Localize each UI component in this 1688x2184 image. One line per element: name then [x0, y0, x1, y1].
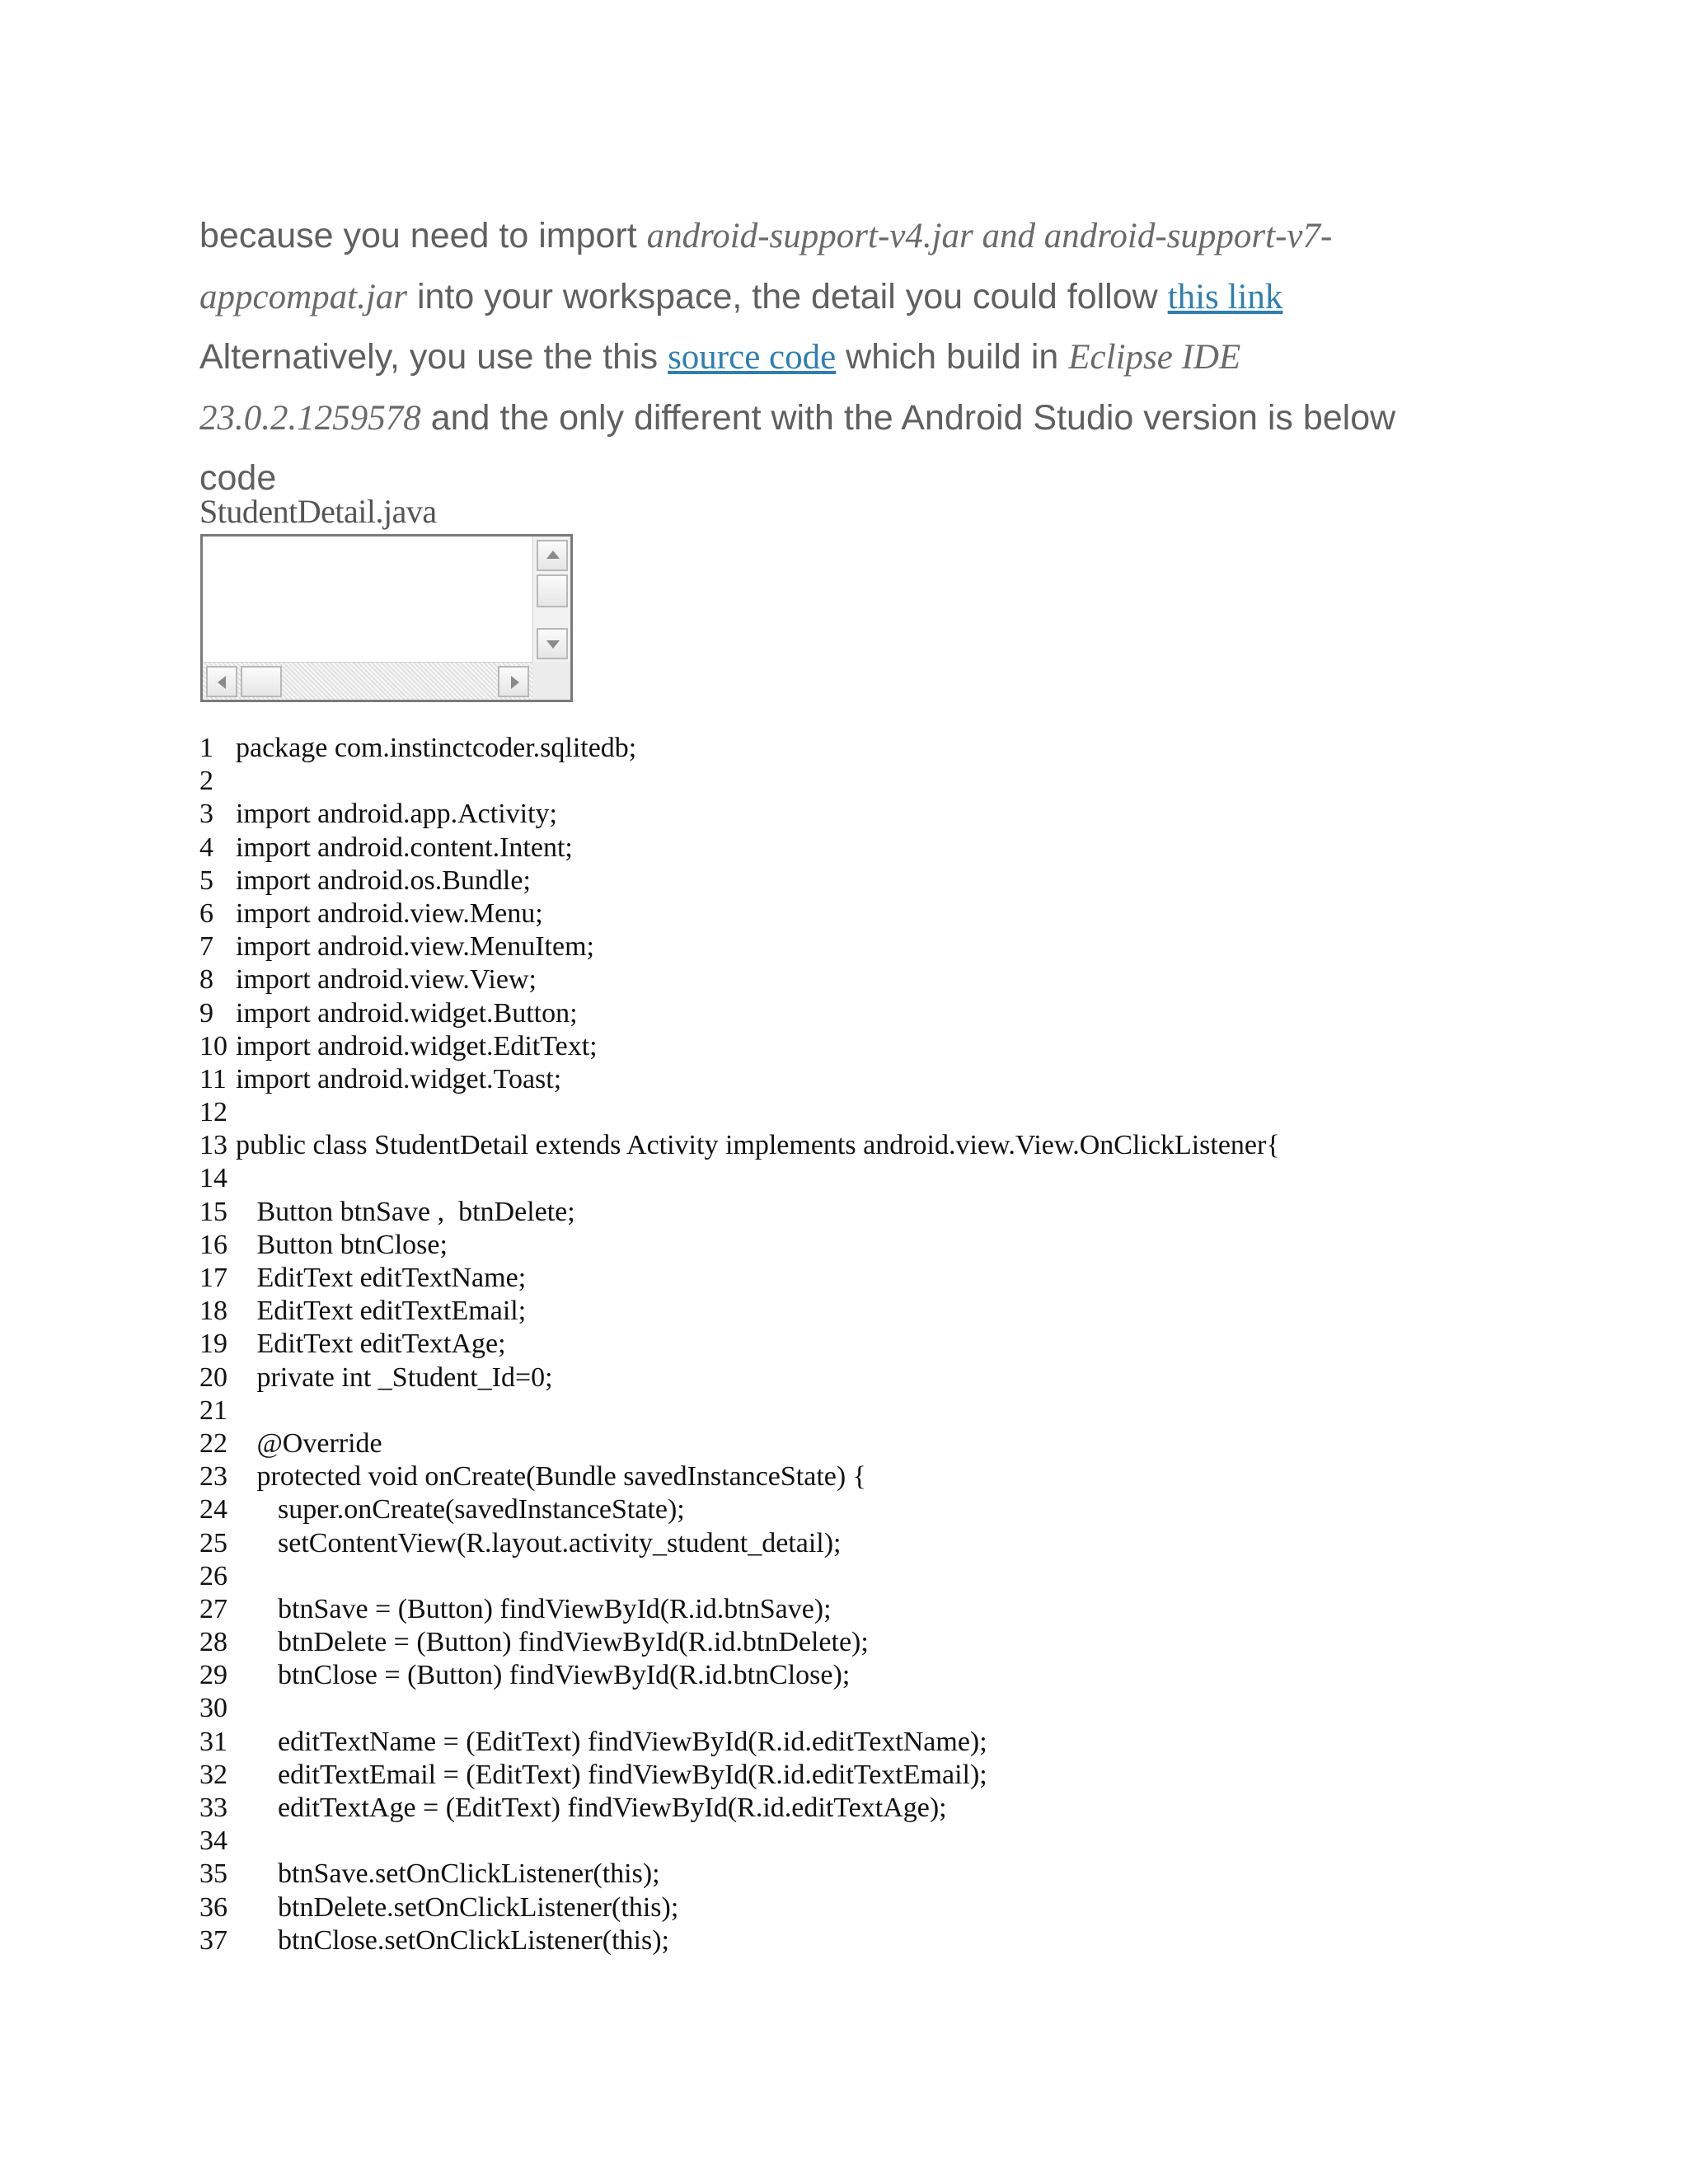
line-number: 37: [199, 1924, 227, 1956]
italic-version-number: 23.0.2.1259578: [199, 398, 421, 438]
code-line: [199, 997, 1280, 1030]
code-line: [199, 1361, 1280, 1394]
code-text: btnClose = (Button) findViewById(R.id.btnClose);: [236, 1660, 851, 1691]
line-number: 2: [199, 766, 213, 797]
line-number: 11: [199, 1063, 227, 1094]
code-line: [199, 1295, 1280, 1328]
line-number: 29: [199, 1660, 227, 1691]
this-link[interactable]: this link: [1167, 277, 1283, 316]
code-line: [199, 1394, 1280, 1427]
code-line: [199, 1229, 1280, 1262]
paragraph-line-2: [199, 267, 1485, 328]
line-number: 5: [199, 865, 213, 896]
code-text: package com.instinctcoder.sqlitedb;: [236, 733, 637, 763]
code-line: [199, 1626, 1280, 1659]
code-line: [199, 1162, 1280, 1195]
line-number: 16: [199, 1229, 227, 1260]
line-number: 4: [199, 832, 213, 863]
scroll-down-button[interactable]: [537, 628, 568, 659]
line-number: 36: [199, 1891, 227, 1923]
paragraph-line-3: [199, 327, 1485, 388]
line-number: 13: [199, 1130, 227, 1161]
file-name-label: StudentDetail.java: [199, 493, 437, 530]
scroll-up-button[interactable]: [537, 540, 568, 571]
code-text: @Override: [236, 1427, 382, 1459]
line-number: 26: [199, 1560, 227, 1591]
text-segment: into your workspace, the detail you could follow: [407, 276, 1168, 316]
arrow-left-icon: [218, 676, 226, 689]
code-line: [199, 1792, 1280, 1825]
italic-appcompat-jar: appcompat.jar: [199, 277, 408, 316]
line-number: 14: [199, 1163, 227, 1194]
code-line: [199, 1063, 1280, 1096]
line-number: 35: [199, 1858, 227, 1890]
line-number: 33: [199, 1793, 227, 1823]
arrow-right-icon: [511, 676, 519, 689]
scrollbar-corner: [532, 662, 570, 700]
code-line: [199, 1196, 1280, 1229]
code-text: EditText editTextAge;: [236, 1329, 506, 1360]
code-text: Button btnSave , btnDelete;: [236, 1196, 575, 1227]
scroll-box[interactable]: [200, 534, 573, 702]
line-number: 18: [199, 1296, 227, 1327]
code-line: [199, 1493, 1280, 1526]
vertical-scrollbar[interactable]: [532, 537, 570, 663]
code-line: [199, 865, 1280, 898]
code-line: [199, 798, 1280, 831]
code-line: [199, 1560, 1280, 1593]
line-number: 30: [199, 1693, 227, 1724]
line-number: 3: [199, 799, 213, 830]
code-line: [199, 1924, 1280, 1957]
line-number: 31: [199, 1726, 227, 1757]
code-line: [199, 1030, 1280, 1063]
line-number: 27: [199, 1593, 227, 1624]
code-line: [199, 1726, 1280, 1759]
source-code-link[interactable]: source code: [668, 338, 837, 377]
scroll-box-content: [203, 537, 533, 662]
code-text: EditText editTextEmail;: [236, 1296, 527, 1327]
code-line: [199, 1825, 1280, 1858]
text-segment: and the only different with the Android Studio version is below: [420, 397, 1396, 438]
code-line: [199, 1659, 1280, 1692]
code-line: [199, 1129, 1280, 1162]
code-text: import android.widget.Toast;: [236, 1063, 562, 1094]
code-line: [199, 765, 1280, 798]
scroll-left-button[interactable]: [206, 666, 237, 697]
line-number: 10: [199, 1030, 227, 1062]
vertical-scroll-thumb[interactable]: [537, 574, 568, 607]
line-number: 15: [199, 1196, 227, 1227]
code-text: setContentView(R.layout.activity_student_detail);: [236, 1527, 842, 1558]
arrow-down-icon: [546, 640, 560, 649]
line-number: 6: [199, 898, 213, 929]
code-line: [199, 1427, 1280, 1460]
arrow-up-icon: [546, 551, 560, 559]
line-number: 25: [199, 1527, 227, 1558]
line-number: 20: [199, 1361, 227, 1393]
code-text: btnClose.setOnClickListener(this);: [236, 1924, 669, 1956]
code-text: import android.view.View;: [236, 964, 537, 996]
horizontal-scrollbar[interactable]: [203, 662, 533, 700]
code-text: editTextAge = (EditText) findViewById(R.id.editTextAge);: [236, 1793, 947, 1823]
code-listing: [199, 732, 1280, 1957]
code-text: import android.widget.Button;: [236, 997, 578, 1029]
code-text: import android.os.Bundle;: [236, 865, 531, 896]
text-segment: Alternatively, you use the this: [199, 337, 668, 377]
line-number: 21: [199, 1394, 227, 1426]
code-line: [199, 1593, 1280, 1626]
code-line: [199, 1460, 1280, 1493]
code-text: btnDelete.setOnClickListener(this);: [236, 1891, 679, 1923]
text-segment: because you need to import: [199, 216, 647, 255]
code-text: super.onCreate(savedInstanceState);: [236, 1494, 685, 1526]
line-number: 1: [199, 733, 213, 763]
code-line: [199, 1692, 1280, 1725]
code-line: [199, 732, 1280, 765]
intro-paragraph: [199, 206, 1485, 509]
code-text: import android.app.Activity;: [236, 799, 557, 830]
code-text: import android.content.Intent;: [236, 832, 573, 863]
scroll-right-button[interactable]: [498, 666, 529, 697]
code-line: [199, 1759, 1280, 1792]
code-text: EditText editTextName;: [236, 1263, 527, 1293]
code-line: [199, 1096, 1280, 1129]
code-text: btnSave = (Button) findViewById(R.id.btnSave);: [236, 1593, 832, 1624]
text-segment: code: [199, 458, 277, 498]
line-number: 23: [199, 1461, 227, 1493]
paragraph-line-4: [199, 388, 1485, 449]
code-text: Button btnClose;: [236, 1229, 448, 1260]
code-text: editTextName = (EditText) findViewById(R.id.editTextName);: [236, 1726, 987, 1757]
code-text: private int _Student_Id=0;: [236, 1361, 553, 1393]
code-text: protected void onCreate(Bundle savedInstanceState) {: [236, 1461, 866, 1493]
line-number: 19: [199, 1329, 227, 1360]
line-number: 8: [199, 964, 213, 996]
code-line: [199, 832, 1280, 865]
line-number: 22: [199, 1427, 227, 1459]
line-number: 17: [199, 1263, 227, 1293]
code-line: [199, 1891, 1280, 1924]
text-segment: which build in: [836, 337, 1069, 377]
code-line: [199, 1328, 1280, 1361]
line-number: 32: [199, 1759, 227, 1790]
code-line: [199, 963, 1280, 996]
line-number: 7: [199, 931, 213, 963]
italic-eclipse-ide: Eclipse IDE: [1068, 338, 1241, 377]
code-text: editTextEmail = (EditText) findViewById(R.id.editTextEmail);: [236, 1759, 987, 1790]
code-text: import android.view.MenuItem;: [236, 931, 594, 963]
code-line: [199, 1262, 1280, 1295]
line-number: 9: [199, 997, 213, 1029]
line-number: 34: [199, 1825, 227, 1857]
code-line: [199, 1527, 1280, 1560]
code-text: btnDelete = (Button) findViewById(R.id.btnDelete);: [236, 1627, 869, 1658]
italic-jar-names: android-support-v4.jar and android-support-v7-: [646, 217, 1333, 255]
code-line: [199, 930, 1280, 963]
horizontal-scroll-thumb[interactable]: [241, 666, 282, 697]
line-number: 28: [199, 1627, 227, 1658]
code-text: btnSave.setOnClickListener(this);: [236, 1858, 660, 1890]
line-number: 24: [199, 1494, 227, 1526]
paragraph-line-1: [199, 206, 1485, 267]
code-line: [199, 1858, 1280, 1891]
line-number: 12: [199, 1097, 227, 1128]
code-text: import android.widget.EditText;: [236, 1030, 598, 1062]
code-text: import android.view.Menu;: [236, 898, 543, 929]
code-text: public class StudentDetail extends Activity implements android.view.View.OnClickListener{: [236, 1130, 1280, 1161]
code-line: [199, 898, 1280, 930]
